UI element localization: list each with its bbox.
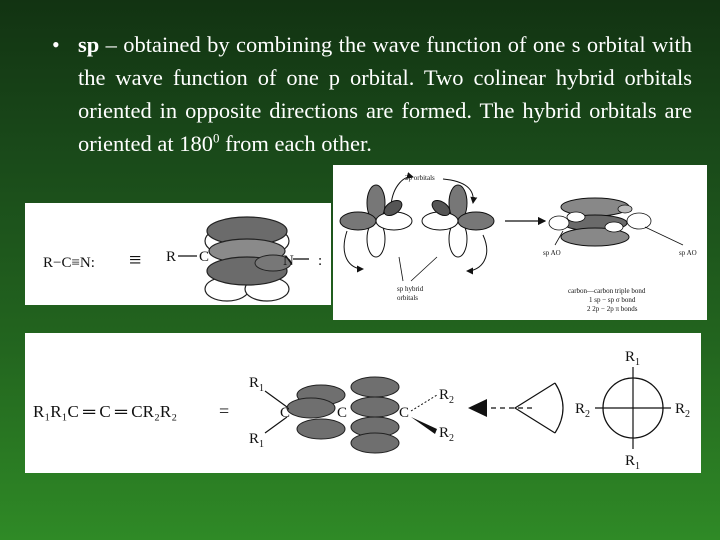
newman-r2-left: $R_2$ — [575, 401, 591, 420]
equivalence-sign: ≡ — [129, 247, 142, 272]
triple-bond-diagram — [333, 165, 707, 320]
c-right: C — [399, 405, 410, 421]
lone-pair: : — [318, 253, 323, 269]
r2-top: $R_2$ — [439, 387, 455, 406]
bond-caption-2: 1 sp − sp σ bond — [589, 296, 636, 304]
triple-bond-figure — [333, 165, 707, 320]
r2-bottom: $R_2$ — [439, 425, 455, 444]
c-center: C — [337, 405, 348, 421]
allene-equals: = — [219, 401, 230, 421]
triple-bond-product — [549, 198, 651, 246]
p-orbitals-label: 2p orbitals — [405, 174, 435, 182]
allene-formula: R₁R₁C ═ C ═ CR₂R₂ — [33, 402, 178, 421]
allene-figure — [25, 333, 701, 473]
bond-caption-3: 2 2p − 2p π bonds — [587, 305, 638, 313]
c-label: C — [199, 249, 210, 265]
n-label: N — [283, 253, 294, 269]
bond-caption-1: carbon—carbon triple bond — [568, 287, 646, 295]
nitrile-formula: R−C≡N: — [43, 255, 95, 271]
newman-r1-top: $R_1$ — [625, 349, 641, 368]
sp-hybrid-label: sp hybrid orbitals — [397, 285, 424, 302]
c-left: C — [280, 405, 291, 421]
r1-top-left: $R_1$ — [249, 375, 265, 394]
degree-superscript: 0 — [212, 130, 220, 146]
r-label: R — [166, 249, 177, 265]
newman-r1-bottom: $R_1$ — [625, 453, 641, 472]
newman-r2-right: $R_2$ — [675, 401, 691, 420]
sp-ao-right: sp AO — [679, 249, 697, 257]
sp-term: sp — [78, 32, 100, 57]
sp-description-tail: from each other. — [219, 131, 372, 156]
bullet-marker: • — [52, 32, 60, 57]
right-carbon-orbitals — [422, 185, 494, 257]
nitrile-orbital-diagram — [25, 203, 331, 305]
allene-diagram — [25, 333, 701, 473]
bullet-text — [78, 28, 692, 160]
sp-description: – obtained by combining the wave function of one s orbital with the wave function of one p orbital. Two colinear hybrid orbitals oriented in opposite directions are formed. The hybrid orbitals are oriented at 180 — [78, 32, 692, 156]
nitrile-figure — [25, 203, 331, 305]
sp-ao-left: sp AO — [543, 249, 561, 257]
r1-bottom-left: $R_1$ — [249, 431, 265, 450]
left-carbon-orbitals — [340, 185, 412, 257]
